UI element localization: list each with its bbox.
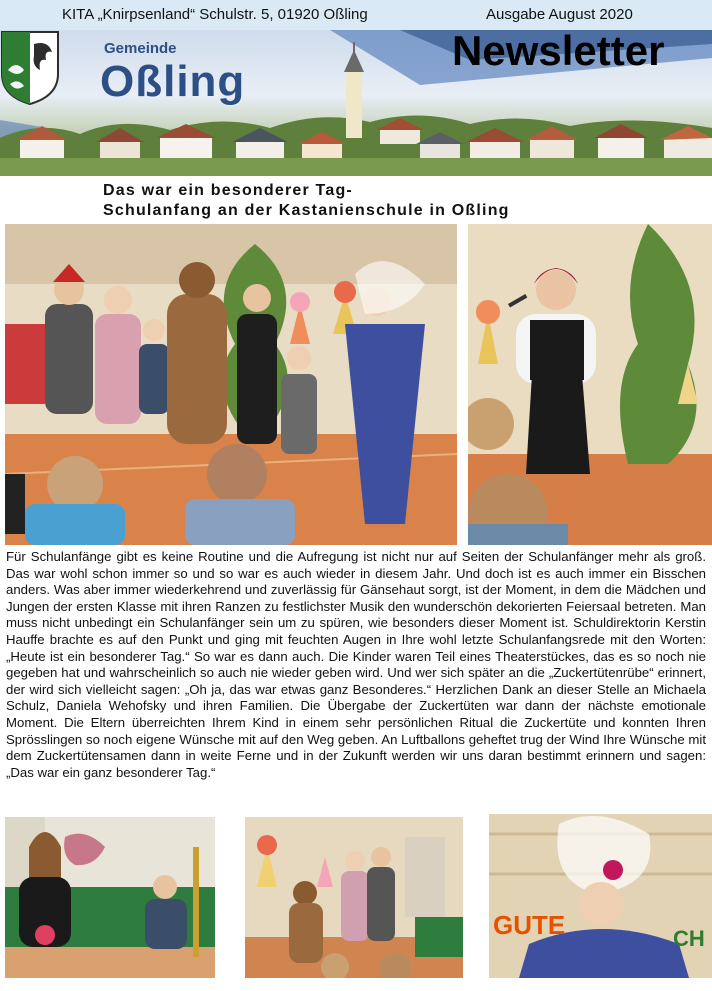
newsletter-banner: [0, 30, 712, 176]
municipality-crest-icon: [0, 30, 60, 106]
top-info-bar: [0, 0, 712, 30]
headline-line-2: Schulanfang an der Kastanienschule in Oßling: [103, 202, 510, 219]
photo-costumed-girl: [489, 814, 712, 978]
edition-date: Ausgabe August 2020: [486, 6, 633, 23]
photo-children-seated: [5, 817, 215, 978]
newsletter-title: Newsletter: [452, 30, 665, 74]
article-body: Für Schulanfänge gibt es keine Routine und die Aufregung ist nicht nur auf Seiten der Schulanfänger mehr als groß. Das war wohl schon immer so und so war es auch wieder in diesem Jahr. Und doch ist es auch immer ein Bisschen anders. Was aber immer wiederkehrend und zuverlässig für Gänsehaut sorgt, ist der Moment, in dem die Mädchen und Jungen der ersten Klasse mit ihren Ranzen zu festlichster Musik den wunderschön dekorierten Feiersaal betreten. Man muss nicht unbedingt ein Schulanfänger sein um zu spüren, wie besonders dieser Moment ist. Schuldirektorin Kerstin Hauffe brachte es auf den Punkt und ging mit feuchten Augen in Ihre wohl letzte Schulanfangsrede mit den Worten: „Heute ist ein besonderer Tag.“ So war es dann auch. Die Kinder waren Teil eines Theaterstückes, das es so noch nie gegeben hat und wahrscheinlich so auch nie wieder geben wird. Und wer sich später an die „Zuckertütenrübe“ erinnert, der wird sich vielleicht sagen: „Oh ja, das war etwas ganz Besonderes.“ Herzlichen Dank an dieser Stelle an Michaela Schulz, Daniela Wehofsky und ihren Familien. Die Übergabe der Zuckertüten war dann der nächste emotionale Moment. Die Eltern überreichten Ihrem Kind in einem sehr persönlichen Ritual die Zuckertüte und konnten Ihren Sprösslingen so noch eigene Wünsche mit auf den Weg geben. An Luftballons geheftet trug der Wind Ihre Wünsche mit dem Zuckertütensamen dann in weite Ferne und in der Zukunft werden wir uns daran bestimmt erinnern und sagen: „Das war ein ganz besonderer Tag.“: [6, 549, 706, 780]
headline-line-1: Das war ein besonderer Tag-: [103, 182, 353, 199]
sign-text-right: CH: [673, 926, 705, 951]
photo-stage-scene: [245, 817, 463, 978]
kita-address: KITA „Knirpsenland“ Schulstr. 5, 01920 Oßling: [62, 6, 368, 23]
municipality-label: Gemeinde: [104, 40, 177, 57]
article-headline: [103, 181, 510, 221]
sign-text-left: GUTE: [493, 910, 566, 940]
photo-headmistress-speech: [468, 224, 712, 545]
photo-theater-play: [5, 224, 457, 545]
municipality-name: Oßling: [100, 57, 246, 106]
